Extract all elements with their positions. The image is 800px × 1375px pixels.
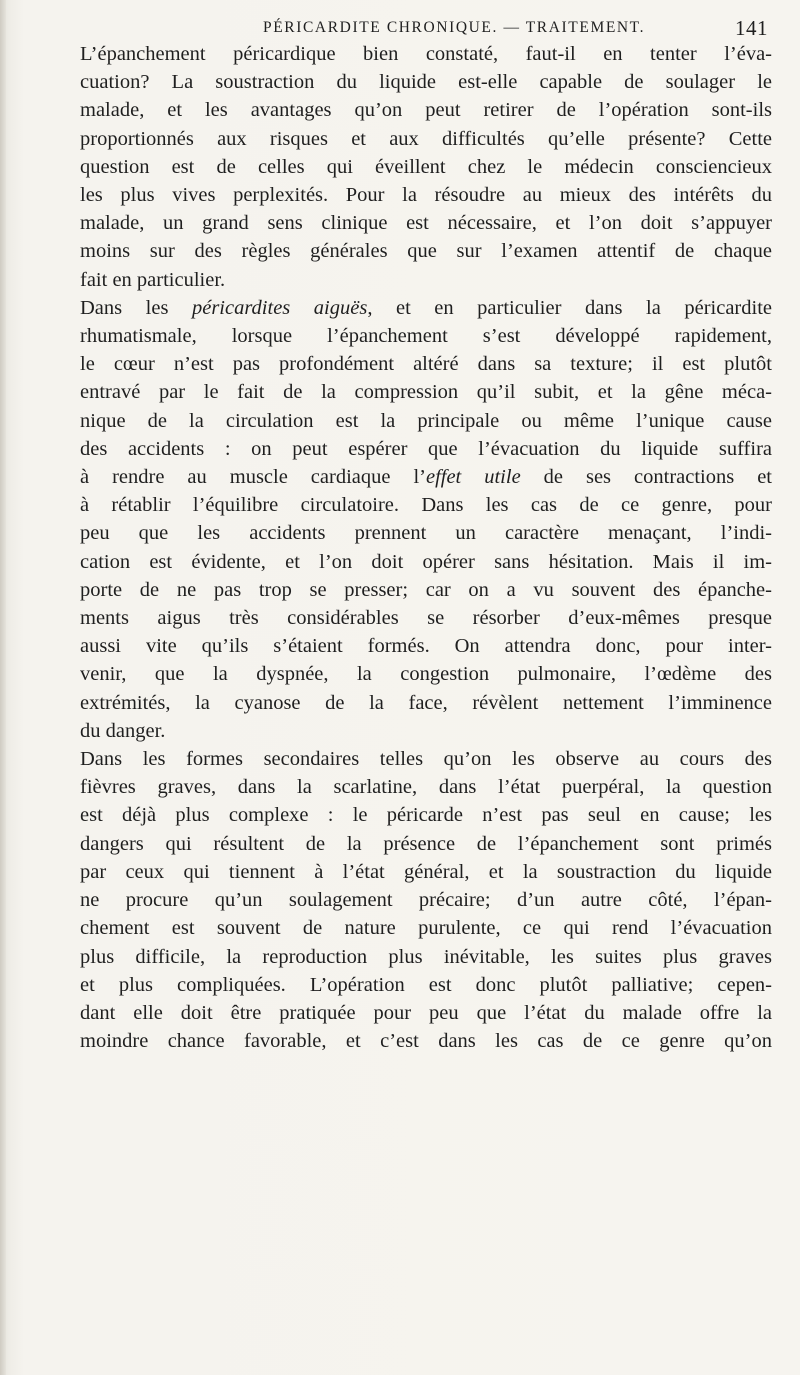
running-header (58, 10, 768, 40)
text-line (58, 294, 772, 322)
text-line: peu que les accidents prennent un caractère menaçant, l’indi- (80, 522, 772, 545)
text-line: fièvres graves, dans la scarlatine, dans l’état puerpéral, la question (80, 776, 772, 799)
text-line (58, 463, 772, 491)
page-binding-edge (0, 0, 6, 1375)
text-line: extrémités, la cyanose de la face, révèlent nettement l’imminence (80, 691, 772, 714)
text-line: des accidents : on peut espérer que l’évacuation du liquide suffira (80, 437, 772, 460)
italic-term: effet utile (425, 466, 521, 489)
text-line: entravé par le fait de la compression qu’il subit, et la gêne méca- (80, 381, 772, 404)
page-number: 141 (735, 16, 768, 40)
text-line: dant elle doit être pratiquée pour peu que l’état du malade offre la (80, 1001, 772, 1024)
text-line: venir, que la dyspnée, la congestion pulmonaire, l’œdème des (80, 663, 772, 686)
text-line: L’épanchement péricardique bien constaté, faut-il en tenter l’éva- (80, 43, 772, 65)
text-line: Dans les formes secondaires telles qu’on les observe au cours des (80, 748, 772, 771)
text-line: cuation? La soustraction du liquide est-elle capable de soulager le (80, 71, 772, 94)
text-line: moins sur des règles générales que sur l’examen attentif de chaque (80, 240, 772, 263)
text-line: aussi vite qu’ils s’étaient formés. On attendra donc, pour inter- (80, 635, 772, 658)
text-line: fait en particulier. (80, 268, 226, 291)
text-line: les plus vives perplexités. Pour la résoudre au mieux des intérêts du (80, 184, 772, 207)
text-line: porte de ne pas trop se presser; car on a vu souvent des épanche- (80, 578, 772, 601)
body-text (58, 40, 772, 1055)
text-line: le cœur n’est pas profondément altéré dans sa texture; il est plutôt (80, 353, 772, 376)
text-line: malade, et les avantages qu’on peut retirer de l’opération sont-ils (80, 99, 772, 122)
text-line: par ceux qui tiennent à l’état général, et la soustraction du liquide (80, 860, 772, 883)
text-line: ments aigus très considérables se résorber d’eux-mêmes presque (80, 607, 772, 630)
paragraph-2 (58, 294, 772, 745)
running-title: PÉRICARDITE CHRONIQUE. — TRAITEMENT. (263, 19, 646, 36)
text-segment: , et en particulier dans la péricardite (367, 296, 773, 319)
text-line: nique de la circulation est la principale ou même l’unique cause (80, 409, 772, 432)
text-line: proportionnés aux risques et aux difficultés qu’elle présente? Cette (80, 127, 772, 150)
text-line: et plus compliquées. L’opération est donc plutôt palliative; cepen- (80, 973, 772, 996)
text-line: du danger. (80, 719, 166, 742)
italic-term: péricardites aiguës (191, 296, 368, 319)
text-line: chement est souvent de nature purulente, ce qui rend l’évacuation (80, 917, 772, 940)
text-line: plus difficile, la reproduction plus inévitable, les suites plus graves (80, 945, 772, 968)
text-segment: Dans les (80, 296, 192, 319)
text-line: malade, un grand sens clinique est nécessaire, et l’on doit s’appuyer (80, 212, 772, 235)
text-line: question est de celles qui éveillent chez le médecin consciencieux (80, 155, 772, 178)
paragraph-3 (58, 745, 772, 1055)
text-segment: à rendre au muscle cardiaque l’ (80, 466, 426, 489)
text-line: rhumatismale, lorsque l’épanchement s’est développé rapidement, (80, 325, 772, 348)
text-segment: de ses contractions et (520, 466, 772, 489)
text-line: dangers qui résultent de la présence de l’épanchement sont primés (80, 832, 772, 855)
text-line: à rétablir l’équilibre circulatoire. Dans les cas de ce genre, pour (80, 494, 772, 517)
text-line: cation est évidente, et l’on doit opérer sans hésitation. Mais il im- (80, 550, 772, 573)
text-line: moindre chance favorable, et c’est dans les cas de ce genre qu’on (80, 1030, 772, 1053)
text-line: ne procure qu’un soulagement précaire; d’un autre côté, l’épan- (80, 889, 772, 912)
paragraph-1 (58, 40, 772, 294)
text-line: est déjà plus complexe : le péricarde n’est pas seul en cause; les (80, 804, 772, 827)
